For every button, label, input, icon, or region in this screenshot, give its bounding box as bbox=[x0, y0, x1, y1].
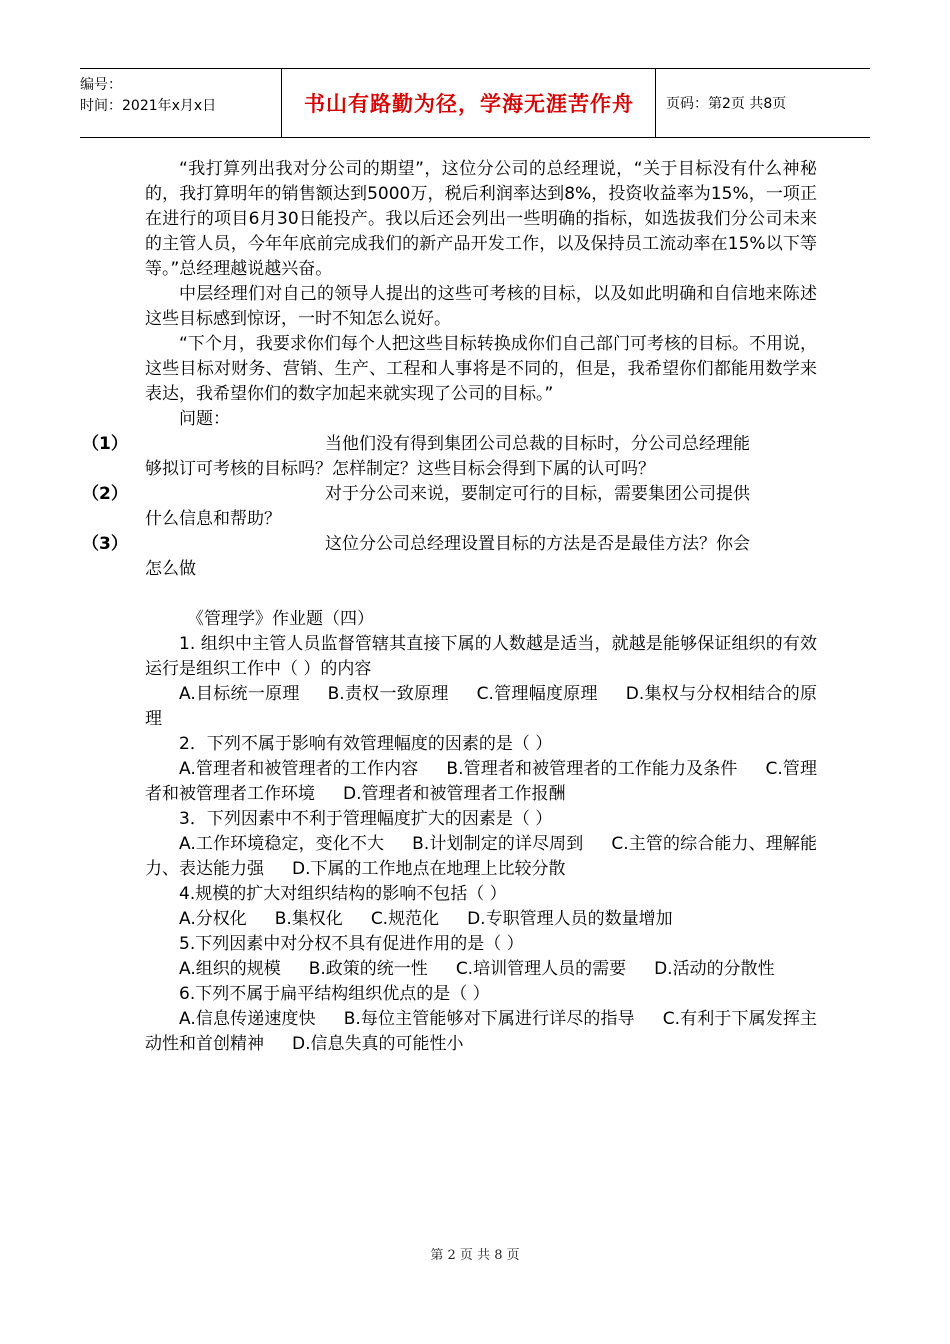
question-options bbox=[145, 907, 817, 932]
document-body bbox=[82, 157, 817, 1057]
option-b: B.责权一致原理 bbox=[327, 684, 449, 704]
option-d: D.信息失真的可能性小 bbox=[292, 1034, 464, 1054]
option-c: C.主管的综合能力、理解能力、表达能力强 bbox=[145, 834, 817, 879]
option-d: D.专职管理人员的数量增加 bbox=[467, 909, 673, 929]
header-page-info: 页码：第2页 共8页 bbox=[666, 96, 787, 112]
time-label: 时间：2021年x月x日 bbox=[80, 98, 217, 114]
question-text-cont: 什么信息和帮助？ bbox=[145, 509, 281, 529]
header-motto: 书山有路勤为径，学海无涯苦作舟 bbox=[283, 69, 656, 137]
header-meta bbox=[80, 69, 282, 137]
option-b: B.管理者和被管理者的工作能力及条件 bbox=[446, 759, 738, 779]
question-stem: 6.下列不属于扁平结构组织优点的是（ ） bbox=[179, 984, 490, 1004]
question-options bbox=[145, 1007, 817, 1057]
question-item bbox=[82, 532, 817, 582]
question-number: （2） bbox=[82, 484, 128, 504]
option-a: A.组织的规模 bbox=[179, 959, 281, 979]
homework-list bbox=[145, 632, 817, 1057]
question-options bbox=[145, 832, 817, 882]
option-d: D.下属的工作地点在地理上比较分散 bbox=[292, 859, 566, 879]
question-item bbox=[82, 482, 817, 532]
option-c: C.管理者和被管理者工作环境 bbox=[145, 759, 817, 804]
question-stem: 1. 组织中主管人员监督管辖其直接下属的人数越是适当，就越是能够保证组织的有效运行是组织工作中（ ）的内容 bbox=[145, 634, 817, 679]
question-number: （3） bbox=[82, 534, 128, 554]
option-b: B.每位主管能够对下属进行详尽的指导 bbox=[343, 1009, 635, 1029]
homework-question bbox=[145, 982, 817, 1057]
question-stem: 2．下列不属于影响有效管理幅度的因素的是（ ） bbox=[179, 734, 553, 754]
option-d: D.活动的分散性 bbox=[654, 959, 775, 979]
homework-question bbox=[145, 932, 817, 982]
question-text-cont: 够拟订可考核的目标吗？怎样制定？这些目标会得到下属的认可吗？ bbox=[145, 459, 655, 479]
question-text: 这位分公司总经理设置目标的方法是否是最佳方法？你会 bbox=[325, 534, 750, 554]
option-d: D.管理者和被管理者工作报酬 bbox=[343, 784, 566, 804]
page-header bbox=[80, 68, 870, 138]
option-a: A.信息传递速度快 bbox=[179, 1009, 316, 1029]
question-text-cont: 怎么做 bbox=[145, 559, 196, 579]
question-stem: 4.规模的扩大对组织结构的影响不包括（ ） bbox=[179, 884, 507, 904]
questions-heading: 问题： bbox=[179, 409, 230, 429]
option-a: A.工作环境稳定，变化不大 bbox=[179, 834, 385, 854]
option-c: C.规范化 bbox=[370, 909, 440, 929]
homework-question bbox=[145, 807, 817, 882]
question-stem: 5.下列因素中对分权不具有促进作用的是（ ） bbox=[179, 934, 524, 954]
question-text: 对于分公司来说，要制定可行的目标，需要集团公司提供 bbox=[325, 484, 750, 504]
question-text: 当他们没有得到集团公司总裁的目标时，分公司总经理能 bbox=[325, 434, 750, 454]
option-b: B.政策的统一性 bbox=[308, 959, 428, 979]
option-b: B.集权化 bbox=[274, 909, 343, 929]
page-footer: 第 2 页 共 8 页 bbox=[430, 1248, 520, 1263]
question-stem: 3．下列因素中不利于管理幅度扩大的因素是（ ） bbox=[179, 809, 553, 829]
option-a: A.管理者和被管理者的工作内容 bbox=[179, 759, 419, 779]
option-c: C.有利于下属发挥主动性和首创精神 bbox=[145, 1009, 817, 1054]
paragraph: “我打算列出我对分公司的期望”，这位分公司的总经理说，“关于目标没有什么神秘的，我打算明年的销售额达到5000万，税后利润率达到8%，投资收益率为15%，一项正在进行的项目6月30日能投产。我以后还会列出一些明确的指标，如选拔我们分公司未来的主管人员，今年年底前完成我们的新产品开发工作，以及保持员工流动率在15%以下等等。”总经理越说越兴奋。 bbox=[145, 159, 817, 279]
option-c: C.管理幅度原理 bbox=[476, 684, 598, 704]
homework-question bbox=[145, 632, 817, 732]
homework-question bbox=[145, 882, 817, 932]
paragraph: “下个月，我要求你们每个人把这些目标转换成你们自己部门可考核的目标。不用说，这些目标对财务、营销、生产、工程和人事将是不同的，但是，我希望你们都能用数学来表达，我希望你们的数字加起来就实现了公司的目标。” bbox=[145, 334, 817, 404]
option-a: A.目标统一原理 bbox=[179, 684, 300, 704]
question-options bbox=[145, 682, 817, 732]
option-d: D.集权与分权相结合的原理 bbox=[145, 684, 817, 729]
homework-title: 《管理学》作业题（四） bbox=[187, 609, 374, 629]
number-label: 编号： bbox=[80, 77, 122, 93]
option-c: C.培训管理人员的需要 bbox=[455, 959, 627, 979]
option-a: A.分权化 bbox=[179, 909, 247, 929]
homework-question bbox=[145, 732, 817, 807]
question-item bbox=[82, 432, 817, 482]
question-number: （1） bbox=[82, 434, 128, 454]
question-options bbox=[145, 957, 817, 982]
question-options bbox=[145, 757, 817, 807]
option-b: B.计划制定的详尽周到 bbox=[412, 834, 584, 854]
paragraph: 中层经理们对自己的领导人提出的这些可考核的目标，以及如此明确和自信地来陈述这些目标感到惊讶，一时不知怎么说好。 bbox=[145, 284, 817, 329]
